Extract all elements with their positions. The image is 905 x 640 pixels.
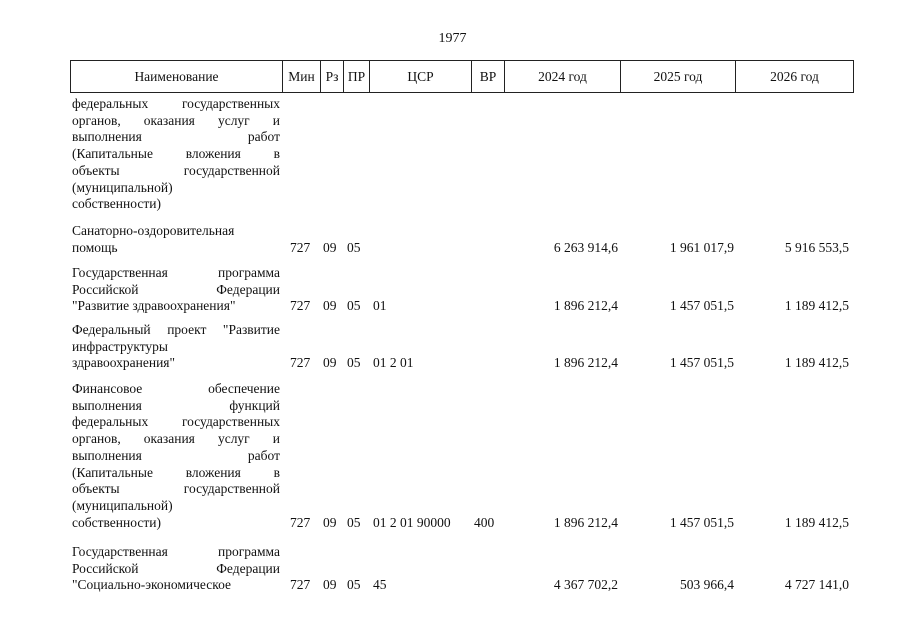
row-name-line: (муниципальной): [72, 497, 173, 513]
row-name-line: объекты государственной: [72, 481, 280, 497]
cell-rz: 09: [323, 514, 337, 530]
table-header: [70, 60, 854, 93]
cell-y2024: 4 367 702,2: [553, 577, 618, 593]
row-name-line: Государственная программа: [72, 265, 280, 280]
row-name-line: органов, оказания услуг и: [72, 112, 280, 128]
cell-csr: 01 2 01 90000: [373, 514, 451, 530]
cell-min: 727: [290, 239, 311, 255]
row-name: [72, 381, 280, 531]
cell-y2025: 503 966,4: [680, 577, 734, 593]
row-name-line: (Капитальные вложения в: [72, 464, 280, 480]
cell-y2025: 1 457 051,5: [669, 298, 734, 314]
cell-pr: 05: [347, 514, 361, 530]
cell-min: 727: [290, 577, 311, 593]
row-name-line: (Капитальные вложения в: [72, 146, 280, 162]
row-name-line: выполнения функций: [72, 397, 280, 413]
cell-pr: 05: [347, 577, 361, 593]
header-2026: 2026 год: [770, 68, 819, 84]
row-name: [72, 96, 280, 213]
header-vr: ВР: [472, 61, 505, 92]
row-name-line: органов, оказания услуг и: [72, 431, 280, 447]
cell-y2025: 1 457 051,5: [669, 514, 734, 530]
row-name: [72, 322, 280, 372]
page-number: 1977: [438, 31, 467, 46]
row-name: [72, 265, 280, 315]
row-name-line: инфраструктуры: [72, 338, 168, 354]
cell-y2024: 1 896 212,4: [553, 355, 618, 371]
row-name-line: Федеральный проект "Развитие: [72, 322, 280, 337]
header-name: Наименование: [71, 61, 283, 92]
cell-y2026: 1 189 412,5: [784, 514, 849, 530]
cell-min: 727: [290, 298, 311, 314]
cell-y2025: 1 457 051,5: [669, 355, 734, 371]
header-min: Мин: [283, 61, 321, 92]
cell-y2026: 1 189 412,5: [784, 355, 849, 371]
cell-pr: 05: [347, 298, 361, 314]
row-name-line: помощь: [72, 239, 118, 255]
cell-y2025: 1 961 017,9: [669, 239, 734, 255]
header-csr: ЦСР: [370, 61, 472, 92]
cell-rz: 09: [323, 355, 337, 371]
header-rz: Рз: [321, 61, 344, 92]
cell-pr: 05: [347, 355, 361, 371]
cell-csr: 01: [373, 298, 387, 314]
row-name-line: объекты государственной: [72, 162, 280, 178]
row-name-line: собственности): [72, 196, 161, 212]
cell-min: 727: [290, 514, 311, 530]
cell-rz: 09: [323, 577, 337, 593]
cell-vr: 400: [474, 514, 495, 530]
row-name-line: Государственная программа: [72, 544, 280, 559]
row-name-line: Санаторно-оздоровительная: [72, 223, 235, 238]
row-name-line: федеральных государственных: [72, 414, 280, 430]
row-name-line: выполнения работ: [72, 129, 280, 145]
cell-y2024: 6 263 914,6: [553, 239, 618, 255]
cell-rz: 09: [323, 239, 337, 255]
header-2025: 2025 год: [621, 61, 736, 92]
row-name-line: федеральных государственных: [72, 96, 280, 111]
cell-y2026: 4 727 141,0: [784, 577, 849, 593]
cell-min: 727: [290, 355, 311, 371]
row-name-line: "Развитие здравоохранения": [72, 298, 236, 314]
row-name-line: здравоохранения": [72, 355, 176, 371]
cell-y2024: 1 896 212,4: [553, 514, 618, 530]
row-name-line: Российской Федерации: [72, 560, 280, 576]
cell-pr: 05: [347, 239, 361, 255]
row-name-line: Российской Федерации: [72, 281, 280, 297]
cell-y2026: 5 916 553,5: [784, 239, 849, 255]
cell-y2026: 1 189 412,5: [784, 298, 849, 314]
row-name-line: "Социально-экономическое: [72, 577, 231, 593]
row-name-line: выполнения работ: [72, 447, 280, 463]
cell-y2024: 1 896 212,4: [553, 298, 618, 314]
cell-csr: 45: [373, 577, 387, 593]
header-2024: 2024 год: [505, 61, 621, 92]
row-name: [72, 223, 280, 256]
cell-rz: 09: [323, 298, 337, 314]
row-name: [72, 544, 280, 594]
header-pr: ПР: [344, 61, 370, 92]
row-name-line: собственности): [72, 514, 161, 530]
row-name-line: Финансовое обеспечение: [72, 381, 280, 396]
row-name-line: (муниципальной): [72, 179, 173, 195]
cell-csr: 01 2 01: [373, 355, 414, 371]
